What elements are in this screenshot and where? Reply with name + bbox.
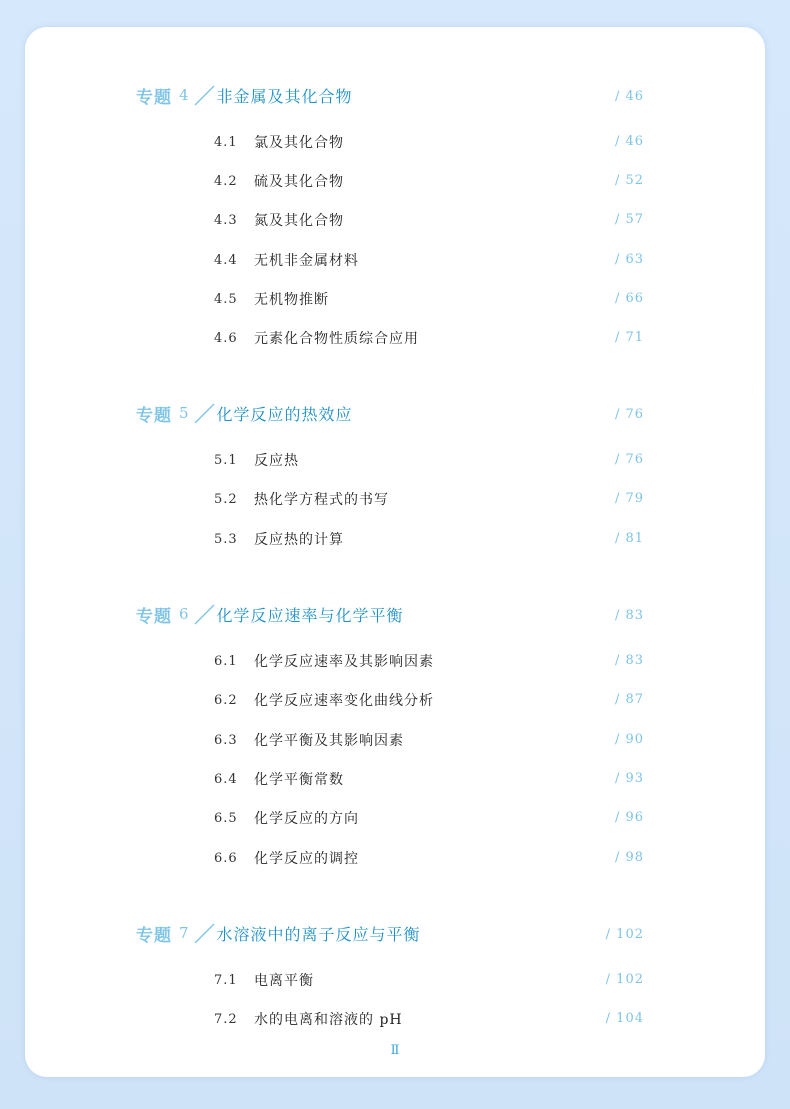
toc-entry[interactable] [214,808,359,828]
entry-number: 6.2 [214,692,238,708]
entry-page-number: / 46 [614,134,644,149]
entry-page-number: / 76 [614,452,644,467]
entry-page-number: / 87 [614,692,644,707]
section-page-number: / 76 [614,407,644,422]
entry-number: 7.1 [214,972,238,988]
toc-entry[interactable] [214,250,359,270]
entry-page-number: / 93 [614,771,644,786]
section-title: 化学反应的热效应 [216,404,353,424]
entry-number: 6.5 [214,810,238,826]
toc-entry[interactable] [214,450,299,470]
entry-title: 化学平衡常数 [254,772,344,788]
section-number: 6 [179,605,189,623]
entry-number: 7.2 [214,1011,238,1027]
entry-page-number: / 96 [614,810,644,825]
entry-page-number: / 104 [605,1011,644,1026]
entry-page-number: / 83 [614,653,644,668]
toc-entry[interactable] [214,529,344,549]
entry-page-number: / 52 [614,173,644,188]
section-page-number: / 83 [614,608,644,623]
section-title: 非金属及其化合物 [216,86,353,106]
section-label: 专题 [136,925,172,946]
section-heading-4[interactable] [136,81,353,109]
entry-page-number: / 98 [614,850,644,865]
entry-page-number: / 81 [614,531,644,546]
toc-entry[interactable] [214,970,314,990]
toc-entry[interactable] [214,132,344,152]
entry-number: 6.6 [214,850,238,866]
section-title: 化学反应速率与化学平衡 [216,605,404,625]
slash-divider-icon [193,922,215,944]
entry-number: 4.3 [214,212,238,228]
entry-title: 水的电离和溶液的 pH [254,1012,403,1028]
entry-title: 化学反应的调控 [254,851,359,867]
entry-number: 5.3 [214,531,238,547]
section-title: 水溶液中的离子反应与平衡 [216,924,421,944]
entry-number: 6.4 [214,771,238,787]
entry-number: 4.5 [214,291,238,307]
toc-entry[interactable] [214,730,404,750]
entry-title: 氯及其化合物 [254,135,344,151]
entry-title: 反应热 [254,453,299,469]
slash-divider-icon [193,84,215,106]
section-page-number: / 46 [614,89,644,104]
entry-number: 4.4 [214,252,238,268]
section-heading-7[interactable] [136,919,421,947]
toc-entry[interactable] [214,690,434,710]
entry-number: 6.3 [214,732,238,748]
slash-divider-icon [193,603,215,625]
entry-number: 5.2 [214,491,238,507]
section-label: 专题 [136,87,172,108]
entry-title: 无机非金属材料 [254,253,359,269]
entry-title: 化学平衡及其影响因素 [254,733,404,749]
section-page-number: / 102 [605,927,644,942]
entry-page-number: / 71 [614,330,644,345]
entry-title: 化学反应速率及其影响因素 [254,654,434,670]
entry-page-number: / 79 [614,491,644,506]
toc-entry[interactable] [214,328,419,348]
toc-entry[interactable] [214,210,344,230]
entry-number: 4.1 [214,134,238,150]
section-label: 专题 [136,606,172,627]
section-number: 7 [179,924,189,942]
entry-page-number: / 66 [614,291,644,306]
toc-entry[interactable] [214,848,359,868]
entry-page-number: / 102 [605,972,644,987]
toc-entry[interactable] [214,171,344,191]
entry-title: 化学反应速率变化曲线分析 [254,693,434,709]
toc-entry[interactable] [214,489,389,509]
entry-title: 化学反应的方向 [254,811,359,827]
section-heading-6[interactable] [136,600,404,628]
section-number: 4 [179,86,189,104]
toc-entry[interactable] [214,769,344,789]
page-footer-number: Ⅱ [390,1043,400,1058]
entry-number: 5.1 [214,452,238,468]
slash-divider-icon [193,402,215,424]
entry-title: 热化学方程式的书写 [254,492,389,508]
section-number: 5 [179,404,189,422]
entry-title: 元素化合物性质综合应用 [254,331,419,347]
entry-page-number: / 57 [614,212,644,227]
entry-title: 无机物推断 [254,292,329,308]
entry-number: 4.2 [214,173,238,189]
entry-title: 氮及其化合物 [254,213,344,229]
entry-page-number: / 63 [614,252,644,267]
entry-number: 4.6 [214,330,238,346]
entry-title: 电离平衡 [254,973,314,989]
entry-number: 6.1 [214,653,238,669]
entry-title: 反应热的计算 [254,532,344,548]
toc-entry[interactable] [214,1009,403,1029]
entry-page-number: / 90 [614,732,644,747]
section-heading-5[interactable] [136,399,353,427]
toc-entry[interactable] [214,289,329,309]
entry-title: 硫及其化合物 [254,174,344,190]
toc-entry[interactable] [214,651,434,671]
section-label: 专题 [136,405,172,426]
